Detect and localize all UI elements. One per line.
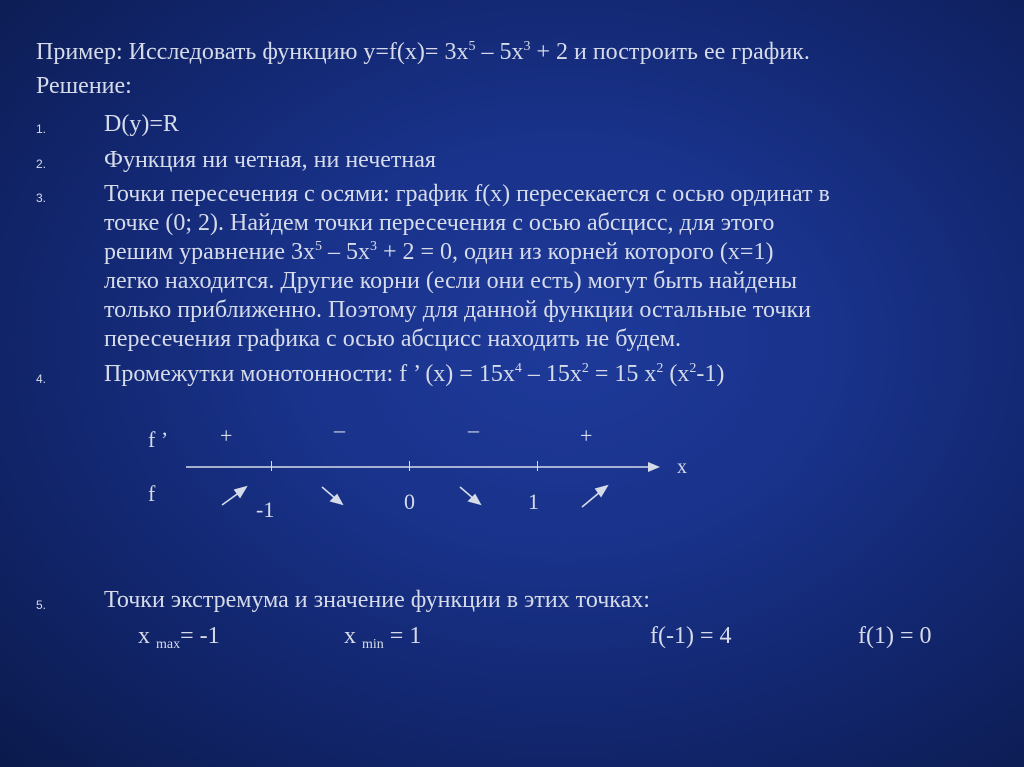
axis-tick: [537, 461, 538, 471]
critical-point-label: 0: [404, 489, 415, 514]
critical-point-label: -1: [256, 497, 275, 522]
item-intersections-line: легко находится. Другие корни (если они есть) могут быть найдены: [104, 268, 798, 294]
critical-point-label: 1: [528, 489, 539, 514]
sign-minus: –: [468, 417, 479, 442]
sign-plus: +: [580, 423, 593, 448]
x-max-value: x $_{max}$= -1: [138, 623, 220, 652]
f-at-minus-one: f(-1) = 4: [650, 623, 732, 649]
sign-plus: +: [220, 423, 233, 448]
item-intersections-line: пересечения графика с осью абсцисс находить не будем.: [104, 326, 682, 352]
item-domain: D(y)=R: [104, 111, 179, 137]
item-number: 2.: [36, 157, 47, 171]
item-number: 3.: [36, 191, 47, 205]
axis-tick: [271, 461, 272, 471]
arrow-down-icon: [460, 487, 480, 504]
axis-tick: [409, 461, 410, 471]
f-at-one: f(1) = 0: [858, 623, 932, 649]
derivative-row-label: f ’: [148, 427, 169, 452]
item-monotonicity: Промежутки монотонности: f ’ $(x) = 15x^4 - 15x^2 = 15$ $x^2$ $(x^2-1)$: [104, 361, 725, 387]
item-number: 1.: [36, 122, 47, 136]
task-statement: Пример: Исследовать функцию $y=f(x)= 3x^5 - 5x^3 + 2$ и построить ее график.: [36, 39, 810, 65]
sign-minus: –: [334, 417, 345, 442]
item-intersections-line: точке (0; 2). Найдем точки пересечения с осью абсцисс, для этого: [104, 210, 775, 236]
axis-arrow-icon: [648, 462, 660, 472]
item-parity: Функция ни четная, ни нечетная: [104, 147, 436, 173]
x-min-value: x $_{min}$ = 1: [344, 623, 422, 652]
arrow-up-icon: [222, 487, 246, 505]
item-number: 5.: [36, 598, 47, 612]
item-intersections-line: Точки пересечения с осями: график f(x) пересекается с осью ординат в: [104, 181, 830, 207]
arrow-up-icon: [582, 486, 607, 507]
item-intersections-line: только приближенно. Поэтому для данной функции остальные точки: [104, 297, 811, 323]
axis-variable-label: x: [677, 456, 687, 478]
item-extrema: Точки экстремума и значение функции в этих точках:: [104, 587, 650, 613]
item-intersections-line: решим уравнение $3x^5 - 5x^3 + 2 = 0$, один из корней которого (x=1): [104, 239, 774, 265]
arrow-down-icon: [322, 487, 342, 504]
item-number: 4.: [36, 372, 47, 386]
solution-heading: Решение:: [36, 73, 132, 99]
function-row-label: f: [148, 481, 156, 506]
